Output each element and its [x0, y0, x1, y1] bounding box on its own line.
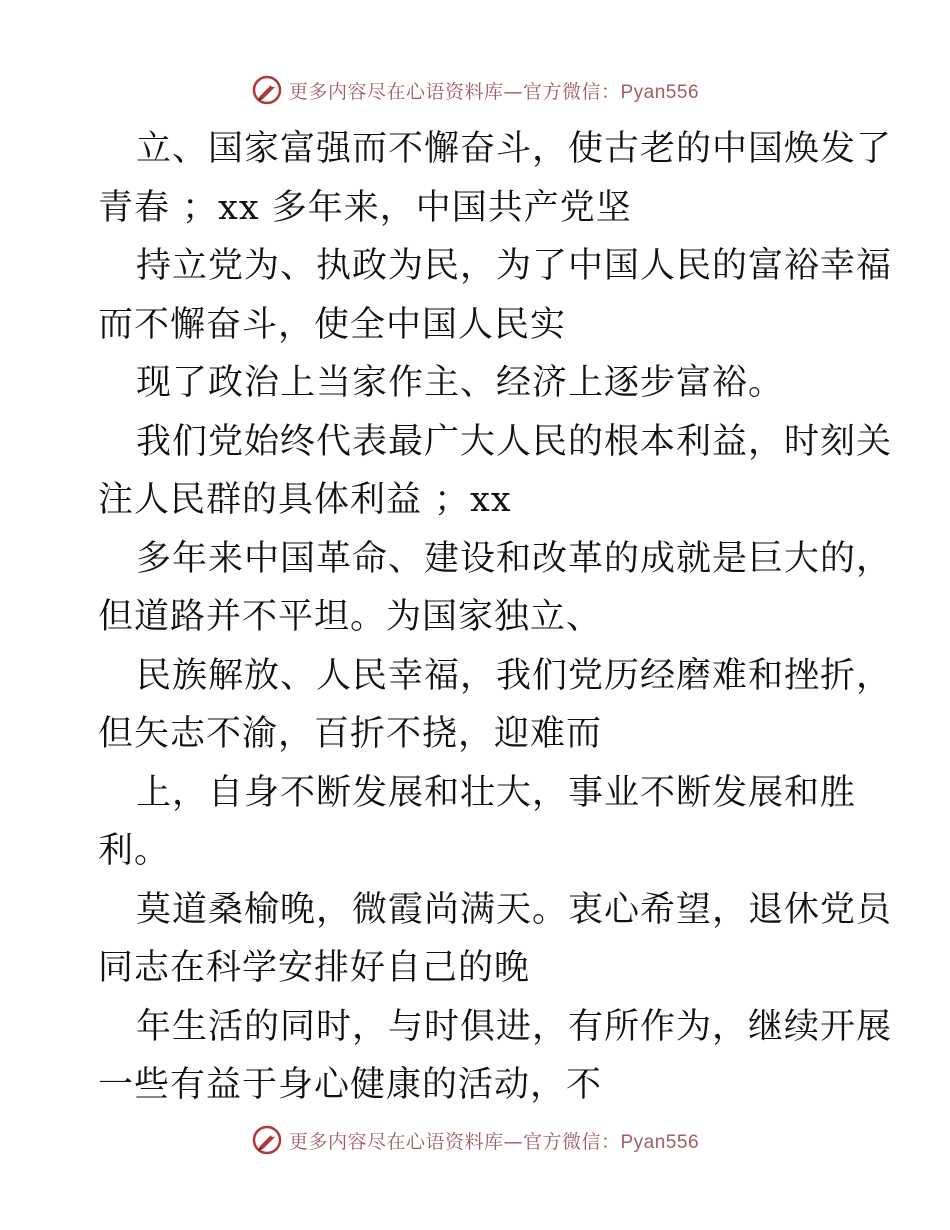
watermark-id: Pyan556 [620, 81, 700, 103]
text-line: 一些有益于身心健康的活动，不 [98, 1065, 603, 1105]
body-text [98, 120, 893, 1115]
watermark-id: Pyan556 [620, 1131, 700, 1153]
text-line: 注人民群的具体利益 ；xx [98, 480, 512, 520]
watermark-site: 更多内容尽在心语资料库 [288, 1130, 504, 1153]
watermark-separator: — [503, 1130, 523, 1153]
watermark-contact: 官方微信： [522, 80, 621, 103]
text-line: 利。 [98, 831, 171, 871]
watermark-contact: 官方微信： [522, 1130, 621, 1153]
text-line: 民族解放、人民幸福，我们党历经磨难和挫折， [136, 655, 893, 696]
text-line: 多年来中国革命、建设和改革的成就是巨大的， [136, 538, 893, 579]
text-line: 持立党为、执政为民，为了中国人民的富裕幸福 [136, 246, 893, 286]
pen-logo-icon [251, 1124, 283, 1156]
text-line: 立、国家富强而不懈奋斗，使古老的中国焕发了 [136, 129, 893, 169]
text-line: 同志在科学安排好自己的晚 [98, 948, 531, 988]
text-line: 我们党始终代表最广大人民的根本利益，时刻关 [136, 421, 893, 462]
header-watermark [0, 68, 950, 112]
pen-logo-icon [251, 74, 283, 106]
text-line: 但道路并不平坦。为国家独立、 [98, 597, 603, 637]
watermark-site: 更多内容尽在心语资料库 [288, 80, 504, 103]
watermark-separator: — [503, 80, 523, 103]
text-line: 年生活的同时，与时俱进，有所作为，继续开展 [136, 1006, 893, 1047]
text-line: 但矢志不渝，百折不挠，迎难而 [98, 714, 603, 754]
watermark-text [289, 1127, 699, 1154]
text-line: 而不懈奋斗，使全中国人民实 [98, 304, 567, 345]
watermark-text [289, 77, 699, 104]
text-line: 现了政治上当家作主、经济上逐步富裕。 [136, 363, 785, 403]
text-line: 青春 ；xx 多年来，中国共产党坚 [98, 187, 632, 228]
footer-watermark [0, 1118, 950, 1162]
text-line: 上，自身不断发展和壮大，事业不断发展和胜 [136, 772, 857, 813]
text-line: 莫道桑榆晚，微霞尚满天。衷心希望，退休党员 [136, 889, 893, 930]
